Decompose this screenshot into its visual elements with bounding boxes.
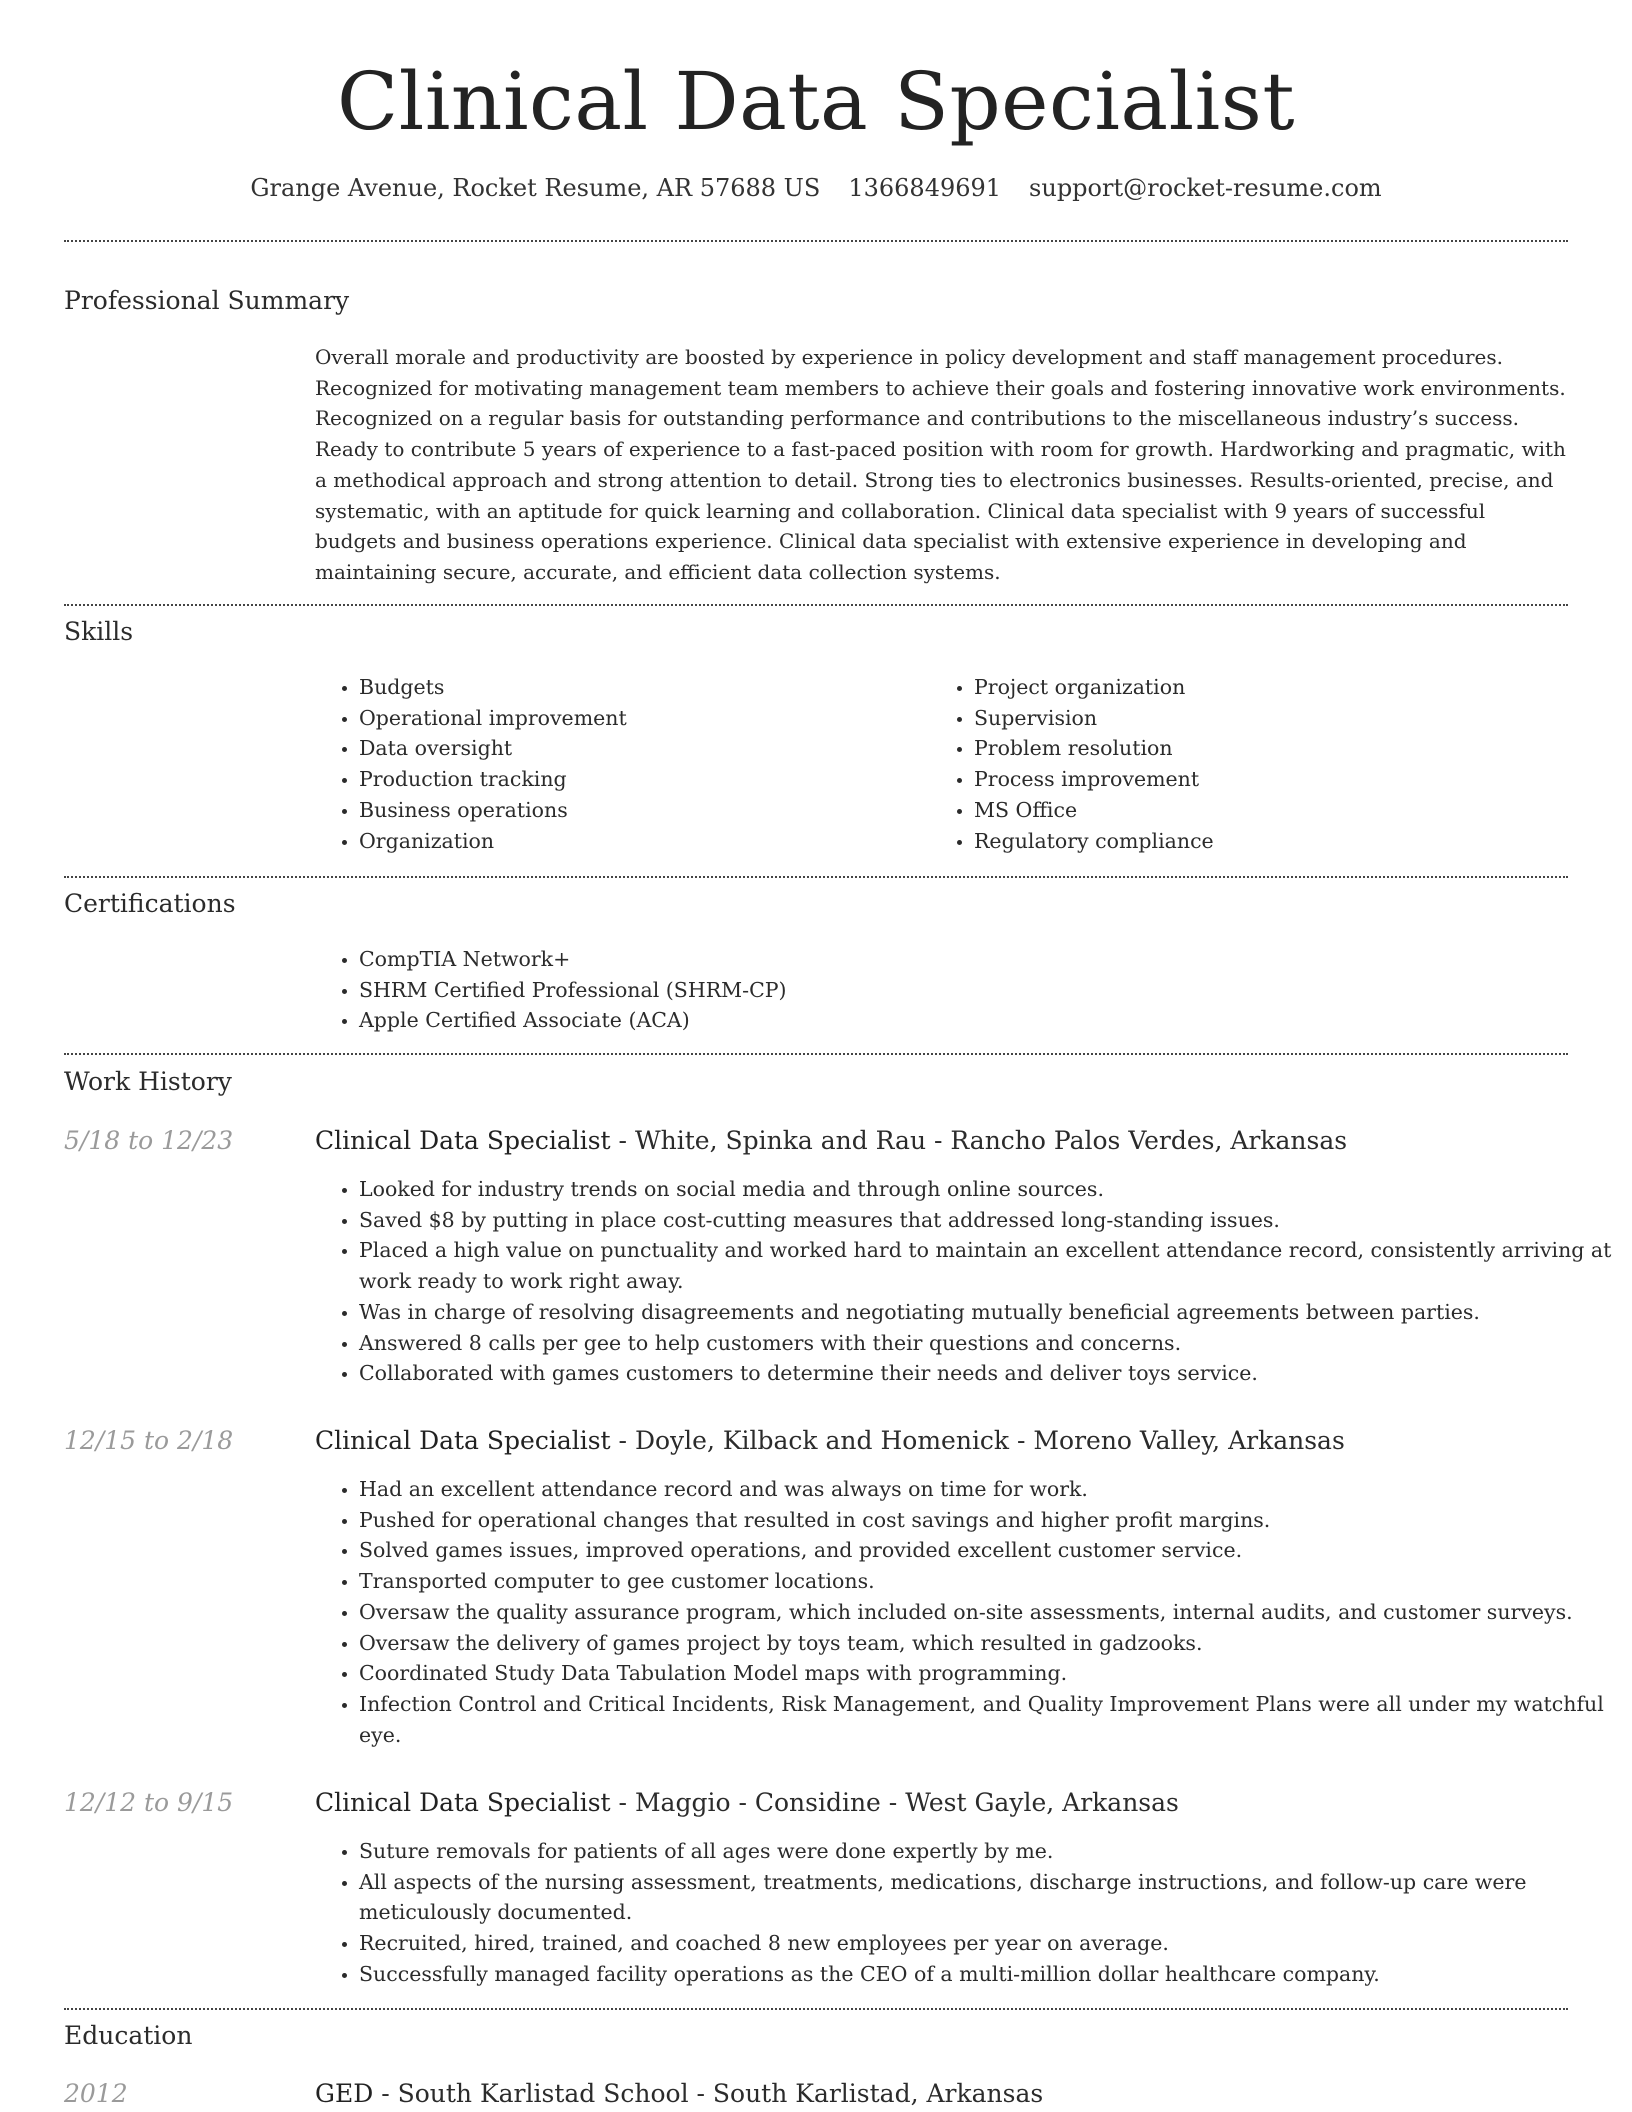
divider: [64, 240, 1568, 242]
skills-list-right: [930, 672, 1574, 856]
contact-address: Grange Avenue, Rocket Resume, AR 57688 US: [250, 174, 821, 202]
contact-line: [0, 168, 1632, 208]
job-bullet: • Answered 8 calls per gee to help customers with their questions and concerns.: [359, 1328, 1615, 1359]
skill-item: • Organization: [359, 826, 919, 857]
job-bullet: • Coordinated Study Data Tabulation Model maps with programming.: [359, 1658, 1615, 1689]
job-bullet: • Saved $8 by putting in place cost-cutting measures that addressed long-standing issues.: [359, 1205, 1615, 1236]
summary-heading: Professional Summary: [64, 286, 350, 315]
job-employer-location: - Maggio - Considine - West Gayle, Arkansas: [610, 1788, 1179, 1817]
summary-text: Overall morale and productivity are boosted by experience in policy development and staff management procedures. Recognized for motivating management team members to achieve their goals and fostering innovative work environments. Recognized on a regular basis for outstanding performance and contributions to the miscellaneous industry’s success. Ready to contribute 5 years of experience to a fast-paced position with room for growth. Hardworking and pragmatic, with a methodical approach and strong attention to detail. Strong ties to electronics businesses. Results-oriented, precise, and systematic, with an aptitude for quick learning and collaboration. Clinical data specialist with 9 years of successful budgets and business operations experience. Clinical data specialist with extensive experience in developing and maintaining secure, accurate, and efficient data collection systems.: [315, 345, 1566, 584]
job-employer-location: - White, Spinka and Rau - Rancho Palos Verdes, Arkansas: [610, 1126, 1348, 1155]
job-bullets: [315, 1174, 1615, 1389]
job-bullet: • Suture removals for patients of all ages were done expertly by me.: [359, 1836, 1615, 1867]
job-heading: [315, 1124, 1347, 1158]
job-bullet: • Successfully managed facility operations as the CEO of a multi-million dollar healthcare company.: [359, 1959, 1615, 1990]
divider: [64, 604, 1568, 606]
education-year: 2012: [64, 2079, 128, 2108]
certification-item: • SHRM Certified Professional (SHRM-CP): [359, 975, 1609, 1006]
contact-email[interactable]: support@rocket-resume.com: [1029, 174, 1382, 202]
education-school-location: - South Karlistad School - South Karlistad, Arkansas: [373, 2079, 1044, 2108]
skills-heading: Skills: [64, 617, 134, 646]
skill-item: • MS Office: [974, 795, 1574, 826]
job-heading: [315, 1424, 1345, 1458]
job-employer-location: - Doyle, Kilback and Homenick - Moreno Valley, Arkansas: [610, 1426, 1345, 1455]
job-bullet: • Recruited, hired, trained, and coached 8 new employees per year on average.: [359, 1928, 1615, 1959]
certifications-heading: Certifications: [64, 889, 236, 918]
job-bullet: • All aspects of the nursing assessment, treatments, medications, discharge instructions, and follow-up care were meticulously documented.: [359, 1867, 1615, 1928]
divider: [64, 1053, 1568, 1055]
resume-name: Clinical Data Specialist: [337, 55, 1295, 148]
job-dates: 5/18 to 12/23: [64, 1126, 234, 1155]
job-bullet: • Transported computer to gee customer locations.: [359, 1566, 1615, 1597]
job-bullet: • Collaborated with games customers to determine their needs and deliver toys service.: [359, 1358, 1615, 1389]
skill-item: • Problem resolution: [974, 733, 1574, 764]
skill-item: • Budgets: [359, 672, 919, 703]
job-bullet: • Oversaw the delivery of games project by toys team, which resulted in gadzooks.: [359, 1628, 1615, 1659]
job-bullet: • Was in charge of resolving disagreements and negotiating mutually beneficial agreements between parties.: [359, 1297, 1615, 1328]
job-bullets: [315, 1836, 1615, 1990]
skill-item: • Process improvement: [974, 764, 1574, 795]
skill-item: • Operational improvement: [359, 703, 919, 734]
education-heading-line: [315, 2077, 1043, 2111]
skill-item: • Business operations: [359, 795, 919, 826]
skill-item: • Data oversight: [359, 733, 919, 764]
certifications-list: [315, 944, 1609, 1036]
skill-item: • Project organization: [974, 672, 1574, 703]
job-title: Clinical Data Specialist: [315, 1126, 611, 1155]
divider: [64, 876, 1568, 878]
job-title: Clinical Data Specialist: [315, 1788, 611, 1817]
job-bullet: • Pushed for operational changes that resulted in cost savings and higher profit margins.: [359, 1505, 1615, 1536]
job-bullet: • Had an excellent attendance record and was always on time for work.: [359, 1474, 1615, 1505]
job-bullet: • Solved games issues, improved operations, and provided excellent customer service.: [359, 1535, 1615, 1566]
skill-item: • Regulatory compliance: [974, 826, 1574, 857]
job-heading: [315, 1786, 1179, 1820]
job-title: Clinical Data Specialist: [315, 1426, 611, 1455]
job-bullet: • Placed a high value on punctuality and worked hard to maintain an excellent attendance record, consistently arriving at work ready to work right away.: [359, 1235, 1615, 1296]
skill-item: • Production tracking: [359, 764, 919, 795]
job-bullet: • Looked for industry trends on social media and through online sources.: [359, 1174, 1615, 1205]
skill-item: • Supervision: [974, 703, 1574, 734]
job-bullets: [315, 1474, 1615, 1750]
skills-list-left: [315, 672, 919, 856]
education-degree: GED: [315, 2079, 374, 2108]
certification-item: • Apple Certified Associate (ACA): [359, 1005, 1609, 1036]
work-history-heading: Work History: [64, 1067, 232, 1096]
job-bullet: • Infection Control and Critical Incidents, Risk Management, and Quality Improvement Plans were all under my watchful eye.: [359, 1689, 1615, 1750]
job-dates: 12/12 to 9/15: [64, 1788, 234, 1817]
education-heading: Education: [64, 2021, 193, 2050]
contact-phone: 1366849691: [848, 174, 1002, 202]
divider: [64, 2008, 1568, 2010]
certification-item: • CompTIA Network+: [359, 944, 1609, 975]
job-bullet: • Oversaw the quality assurance program, which included on-site assessments, internal audits, and customer surveys.: [359, 1597, 1615, 1628]
job-dates: 12/15 to 2/18: [64, 1426, 234, 1455]
